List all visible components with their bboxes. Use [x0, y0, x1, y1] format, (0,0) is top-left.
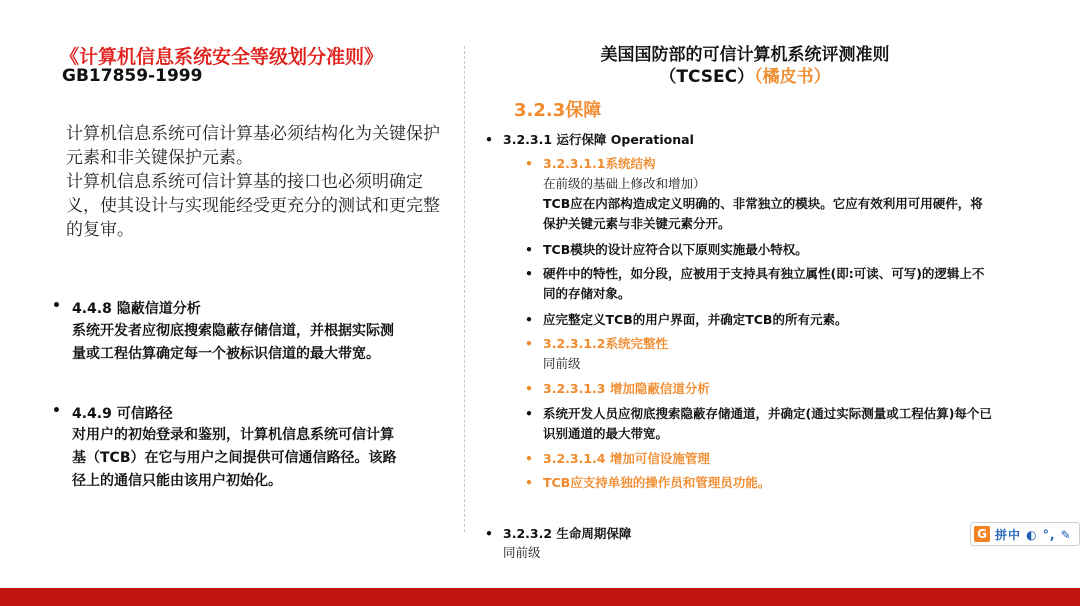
- subsection-2-note: 同前级: [503, 545, 541, 560]
- ime-toolbar[interactable]: [970, 522, 1080, 546]
- subsection-1: • 3.2.3.1 运行保障 Operational: [485, 132, 694, 147]
- left-item-desc-2: 对用户的初始登录和鉴别，计算机信息系统可信计算 基（TCB）在它与用户之间提供可信通信路径。该路 径上的通信只能由该用户初始化。: [72, 427, 397, 489]
- s2-note: 同前级: [543, 356, 581, 371]
- s1-text: TCB应在内部构造成定义明确的、非常独立的模块。它应有效利用可用硬件，将 保护关键元素与非关键元素分开。: [543, 196, 983, 231]
- s2-heading: • 3.2.3.1.2系统完整性: [525, 336, 668, 351]
- left-paragraph-1: 计算机信息系统可信计算基必须结构化为关键保护元素和非关键保护元素。: [66, 124, 440, 168]
- ime-status-text[interactable]: 拼中 ◐ °, ✎: [995, 528, 1072, 542]
- bullet-b1: • TCB模块的设计应符合以下原则实施最小特权。: [525, 242, 808, 257]
- s4-heading: • 3.2.3.1.4 增加可信设施管理: [525, 451, 710, 466]
- bullet-dot: •: [52, 298, 61, 314]
- left-title: 《计算机信息系统安全等级划分准则》: [60, 46, 384, 68]
- standard-number: GB17859-1999: [62, 66, 203, 86]
- subsection-2: • 3.2.3.2 生命周期保障: [485, 526, 632, 541]
- left-item-desc-1: 系统开发者应彻底搜索隐蔽存储信道，并根据实际测 量或工程估算确定每一个被标识信道的最大带宽。: [72, 323, 394, 362]
- right-title: 美国国防部的可信计算机系统评测准则 （TCSEC）（橘皮书）: [600, 45, 890, 87]
- section-heading: 3.2.3保障: [514, 100, 602, 121]
- s1-note: 在前级的基础上修改和增加）: [543, 176, 706, 191]
- ime-logo-icon[interactable]: G: [974, 526, 990, 542]
- column-divider: [464, 46, 465, 532]
- s1-heading: • 3.2.3.1.1系统结构: [525, 156, 656, 171]
- bullet-b4: • 系统开发人员应彻底搜索隐蔽存储通道，并确定(通过实际测量或工程估算)每个已 识别通道的最大带宽。: [525, 406, 992, 441]
- left-item-heading-2: • 4.4.9 可信路径: [52, 403, 173, 422]
- bottom-red-bar: [0, 588, 1080, 606]
- left-paragraph-2: 计算机信息系统可信计算基的接口也必须明确定义，使其设计与实现能经受更充分的测试和更完整的复审。: [66, 172, 440, 240]
- bullet-dot: •: [52, 403, 61, 419]
- bullet-b2: • 硬件中的特性，如分段，应被用于支持具有独立属性(即:可读、可写)的逻辑上不 同的存储对象。: [525, 266, 985, 301]
- s3-heading: • 3.2.3.1.3 增加隐蔽信道分析: [525, 381, 710, 396]
- s4-text: • TCB应支持单独的操作员和管理员功能。: [525, 475, 771, 490]
- bullet-b3: • 应完整定义TCB的用户界面，并确定TCB的所有元素。: [525, 312, 848, 327]
- left-item-heading-1: • 4.4.8 隐蔽信道分析: [52, 298, 201, 317]
